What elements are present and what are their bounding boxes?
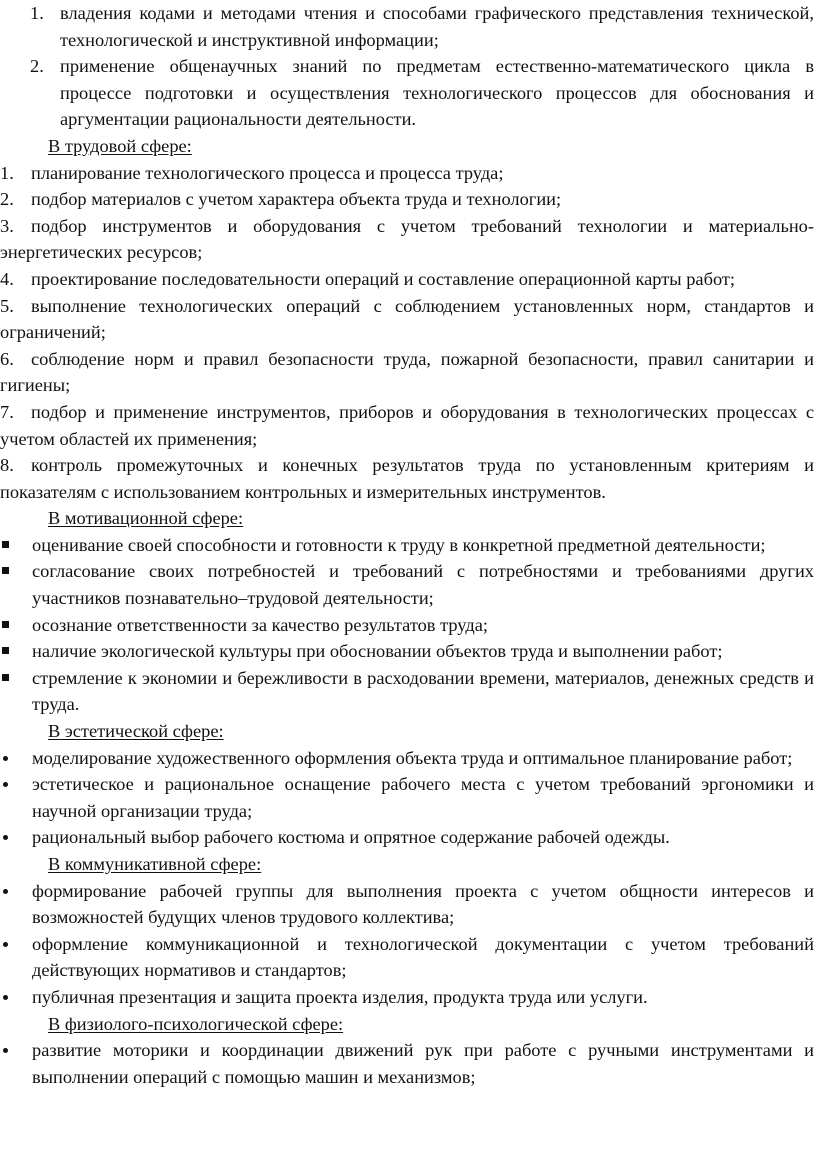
list-item	[0, 984, 816, 1011]
list-item	[0, 452, 816, 505]
list-item	[0, 346, 816, 399]
list-item	[0, 931, 816, 984]
item-number: 1.	[30, 3, 44, 23]
square-bullet-icon	[2, 567, 9, 574]
item-text: подбор инструментов и оборудования с учетом требований технологии и материально-энергетических ресурсов;	[0, 215, 814, 263]
item-text: применение общенаучных знаний по предметам естественно-математического цикла в процессе подготовки и осуществления технологического процессов для обоснования и аргументации рациональности деятельности.	[60, 56, 814, 130]
physio-bullet-list	[0, 1037, 816, 1090]
item-text: согласование своих потребностей и требований с потребностями и требованиями других участников познавательно–трудовой деятельности;	[32, 561, 814, 609]
list-item	[0, 0, 816, 53]
item-text: рациональный выбор рабочего костюма и опрятное содержание рабочей одежды.	[32, 827, 670, 848]
item-text: оценивание своей способности и готовности к труду в конкретной предметной деятельности;	[32, 534, 766, 555]
bullet-icon	[3, 756, 8, 761]
bullet-icon	[3, 1048, 8, 1053]
item-text: наличие экологической культуры при обосновании объектов труда и выполнении работ;	[32, 641, 723, 662]
list-item	[0, 638, 816, 665]
item-number: 2.	[30, 56, 44, 77]
list-item	[0, 160, 816, 187]
item-text: контроль промежуточных и конечных результатов труда по установленным критериям и показателям с использованием контрольных и измерительных инструментов.	[0, 455, 814, 502]
item-text: моделирование художественного оформления объекта труда и оптимальное планирование работ;	[32, 747, 793, 768]
square-bullet-icon	[2, 674, 9, 681]
item-number: 3.	[0, 215, 14, 236]
item-text: подбор и применение инструментов, приборов и оборудования в технологических процессах с учетом областей их применения;	[0, 401, 814, 449]
item-text: выполнение технологических операций с соблюдением установленных норм, стандартов и ограничений;	[0, 295, 814, 343]
item-number: 1.	[0, 162, 14, 183]
bullet-icon	[3, 942, 8, 947]
section-heading-labor: В трудовой сфере:	[48, 135, 192, 156]
list-item	[0, 824, 816, 851]
item-text: публичная презентация и защита проекта изделия, продукта труда или услуги.	[32, 986, 648, 1007]
section-heading-aesthetic: В эстетической сфере:	[48, 721, 224, 742]
aesthetic-bullet-list	[0, 745, 816, 851]
item-number: 6.	[0, 348, 14, 369]
bullet-icon	[3, 889, 8, 894]
section-heading-physio: В физиолого-психологической сфере:	[48, 1013, 344, 1034]
item-text: планирование технологического процесса и процесса труда;	[31, 162, 504, 183]
communicative-bullet-list	[0, 878, 816, 1011]
item-text: эстетическое и рациональное оснащение рабочего места с учетом требований эргономики и научной организации труда;	[32, 774, 814, 821]
list-item	[0, 878, 816, 931]
list-item	[0, 213, 816, 266]
list-item	[0, 558, 816, 611]
list-item	[0, 771, 816, 824]
item-text: формирование рабочей группы для выполнения проекта с учетом общности интересов и возможностей будущих членов трудового коллектива;	[32, 880, 814, 928]
bullet-icon	[3, 995, 8, 1000]
item-number: 8.	[0, 455, 14, 476]
item-text: оформление коммуникационной и технологической документации с учетом требований действующих нормативов и стандартов;	[32, 933, 814, 981]
list-item	[0, 293, 816, 346]
section-heading-communicative: В коммуникативной сфере:	[48, 854, 262, 874]
item-text: осознание ответственности за качество результатов труда;	[32, 614, 488, 635]
item-number: 5.	[0, 295, 14, 316]
item-text: подбор материалов с учетом характера объекта труда и технологии;	[31, 189, 562, 210]
list-item	[0, 612, 816, 639]
item-text: соблюдение норм и правил безопасности труда, пожарной безопасности, правил санитарии и гигиены;	[0, 348, 814, 396]
intro-numbered-list	[0, 0, 816, 133]
square-bullet-icon	[2, 621, 9, 628]
item-text: стремление к экономии и бережливости в расходовании времени, материалов, денежных средств и труда.	[32, 667, 814, 715]
bullet-icon	[3, 782, 8, 787]
item-text: развитие моторики и координации движений рук при работе с ручными инструментами и выполнении операций с помощью машин и механизмов;	[32, 1040, 814, 1087]
item-number: 2.	[0, 189, 14, 210]
motivation-bullet-list	[0, 532, 816, 718]
list-item	[0, 665, 816, 718]
list-item	[0, 532, 816, 559]
square-bullet-icon	[2, 541, 9, 548]
list-item	[0, 53, 816, 133]
item-text: проектирование последовательности операций и составление операционной карты работ;	[31, 268, 736, 289]
list-item	[0, 1037, 816, 1090]
list-item	[0, 745, 816, 772]
section-heading-motivation: В мотивационной сфере:	[48, 508, 244, 529]
list-item	[0, 186, 816, 213]
list-item	[0, 266, 816, 293]
square-bullet-icon	[2, 647, 9, 654]
list-item	[0, 399, 816, 452]
item-text: владения кодами и методами чтения и способами графического представления технической, технологической и инструктивной информации;	[60, 3, 814, 50]
labor-numbered-list	[0, 160, 816, 506]
item-number: 4.	[0, 268, 14, 289]
item-number: 7.	[0, 401, 14, 422]
bullet-icon	[3, 835, 8, 840]
